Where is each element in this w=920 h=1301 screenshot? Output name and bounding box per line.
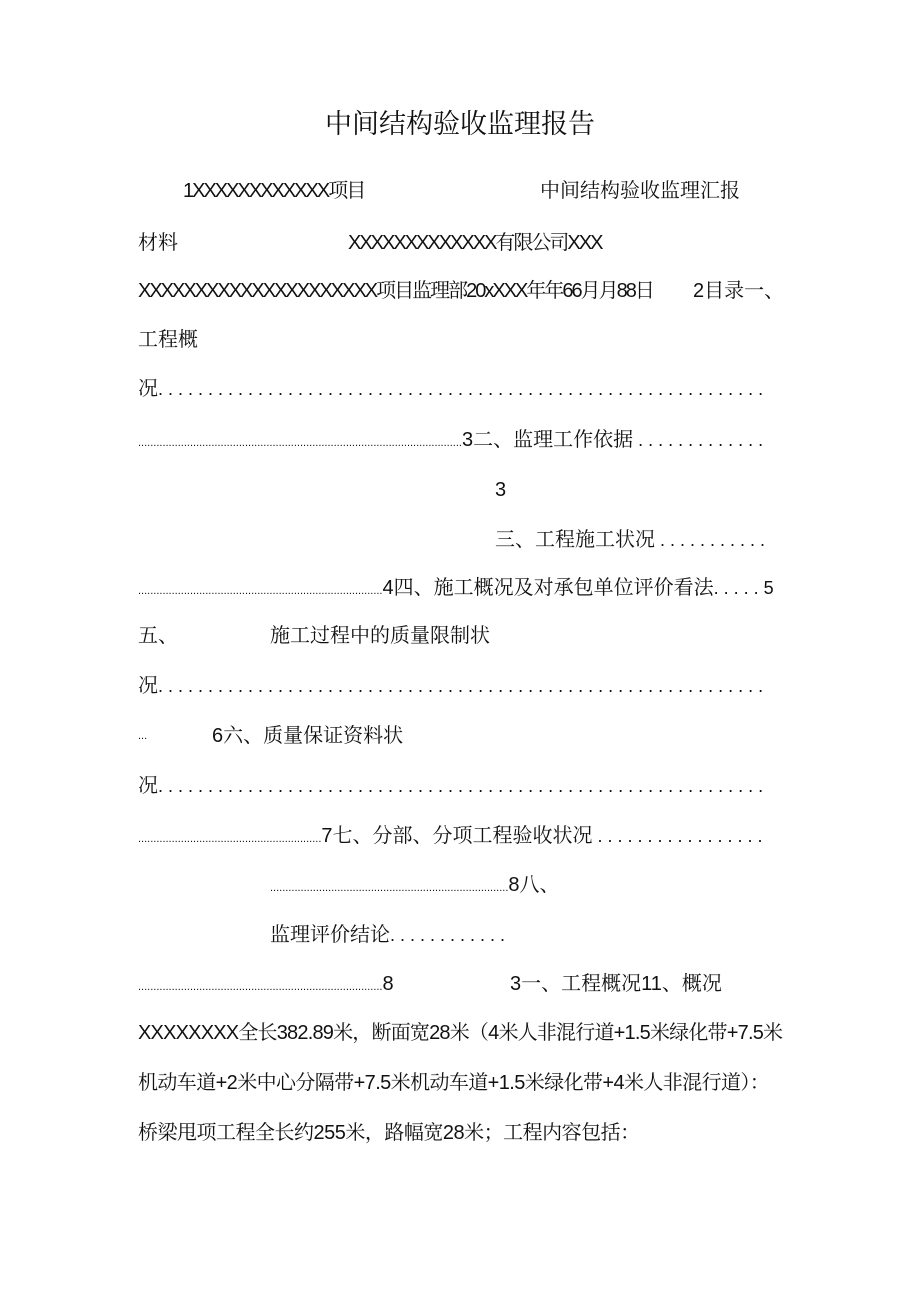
toc-line-docs-leader: [138, 722, 147, 750]
dot-leader: ................................................................................: [138, 585, 383, 597]
toc-line-acceptance: [138, 822, 763, 853]
department-date: XXXXXXXXXXXXXXXXXXXXX项目监理部20xXXX年年66月月88日: [138, 280, 653, 302]
dot-leader: . . . . . . . . . . . . . . . . . . . . . . . . . . . . . . . . . . . . . . . . . . . . . . . . . . . . . . . . . . . . .: [158, 379, 764, 399]
dot-leader: . . . . . . . . . . . . .: [633, 430, 764, 450]
toc-entry-text: 监理评价结论: [270, 924, 390, 946]
toc-entry-text: 6六、质量保证资料状: [212, 725, 404, 747]
toc-entry-text: 8八、: [508, 874, 560, 896]
toc-entry-text: 4四、施工概况及对承包单位评价看法: [382, 577, 714, 599]
body-text-line: XXXXXXXX全长382.89米，断面宽28米（4米人非混行道+1.5米绿化带+7.5米: [138, 1022, 783, 1044]
toc-line-evaluation: [138, 574, 774, 605]
toc-entry-text: 况: [138, 378, 158, 400]
project-name: 1XXXXXXXXXXXX项目: [183, 180, 365, 202]
toc-entry-text: 三、工程施工状况: [495, 529, 655, 551]
body-text-line: 桥梁甩项工程全长约255米，路幅宽28米；工程内容包括：: [138, 1122, 640, 1144]
toc-heading: 2目录一、: [693, 280, 785, 302]
dot-leader: . . . . . . . . . . . . . . . . . . . . . . . . . . . . . . . . . . . . . . . . . . . . . . . . . . . . . . . . . . . . .: [158, 676, 764, 696]
page-number: 3: [495, 479, 507, 501]
toc-entry-overview: 工程概: [138, 329, 198, 351]
material-label: 材料: [138, 232, 178, 254]
dot-leader: . . . . . . . . . . . . . . . . .: [592, 826, 763, 846]
dot-leader: . . . . . . . . . . . .: [390, 925, 506, 945]
toc-line-basis: [138, 426, 763, 457]
toc-line-conclusion: [270, 921, 505, 949]
toc-line-quality: [138, 672, 763, 700]
dot-leader: ................................................................................: [138, 981, 383, 993]
toc-entry-text: 施工过程中的质量限制状: [270, 625, 490, 647]
toc-entry-text: 况: [138, 675, 158, 697]
company-name: XXXXXXXXXXXXX有限公司XXX: [348, 232, 602, 254]
toc-line-overview: [138, 375, 763, 403]
toc-entry-text: 况: [138, 775, 158, 797]
dot-leader: ...: [138, 730, 148, 742]
body-text-line: 机动车道+2米中心分隔带+7.5米机动车道+1.5米绿化带+4米人非混行道）：: [138, 1072, 770, 1094]
dot-leader: . . . . . 5: [713, 578, 774, 598]
document-title: 中间结构验收监理报告: [325, 109, 595, 139]
toc-entry-text: 3二、监理工作依据: [461, 429, 634, 451]
page-number: 8: [382, 973, 394, 995]
dot-leader: . . . . . . . . . . . . . . . . . . . . . . . . . . . . . . . . . . . . . . . . . . . . . . . . . . . . . . . . . . . . .: [158, 776, 764, 796]
toc-line-status: [495, 526, 765, 554]
dot-leader: ............................................................: [138, 833, 322, 845]
toc-line-conclusion-number: [270, 871, 560, 902]
dot-leader: . . . . . . . . . . .: [655, 530, 766, 550]
toc-line-docs: [138, 772, 763, 800]
report-name: 中间结构验收监理汇报: [540, 180, 740, 202]
section-heading: 3一、工程概况11、概况: [510, 973, 722, 995]
toc-line-final: [138, 970, 394, 1001]
toc-entry-number: 五、: [138, 625, 178, 647]
toc-entry-text: 7七、分部、分项工程验收状况: [321, 825, 593, 847]
dot-leader: ..........................................................................................................: [138, 437, 462, 449]
dot-leader: ..............................................................................: [270, 882, 509, 894]
